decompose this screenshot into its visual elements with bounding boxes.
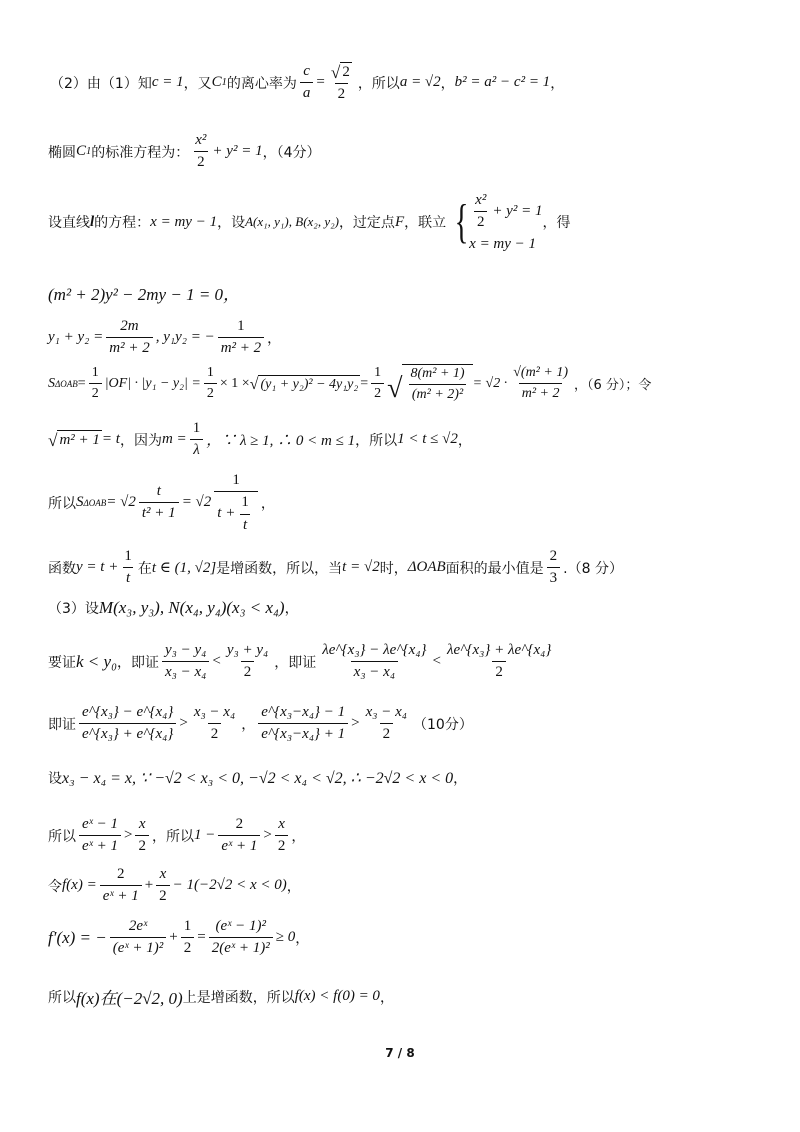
radicand: (y₁ + y₂)² − 4y₁y₂ — [260, 376, 359, 392]
numerator: 2 — [549, 548, 558, 564]
fraction — [218, 318, 264, 358]
text: ， — [291, 828, 306, 845]
math: a = √2 — [399, 74, 441, 91]
denominator: 2 — [194, 151, 208, 171]
fraction — [444, 642, 554, 682]
math: M(x₃, y₃), N(x₄, y₄)(x₃ < x₄) — [98, 598, 285, 617]
numerator: y₃ + y₄ — [226, 642, 269, 658]
math: f(x) = — [62, 877, 97, 894]
numerator: 2m — [120, 318, 139, 334]
text: 是增函数，所以，当 — [216, 560, 343, 577]
text: 设直线 — [48, 215, 90, 232]
radical-sign: √ — [48, 431, 58, 450]
numerator: (eˣ − 1)² — [215, 918, 266, 934]
line-5 — [48, 318, 281, 358]
math: = √2 — [106, 494, 136, 511]
math: |OF| · |y₁ − y₂| = — [104, 375, 201, 391]
fraction — [162, 642, 209, 682]
math: > — [351, 715, 360, 732]
numerator: t — [156, 483, 161, 500]
denominator: m² + 2 — [218, 337, 264, 357]
fraction — [218, 816, 260, 856]
text: ，所以 — [151, 828, 194, 845]
text: 所以 — [48, 828, 76, 845]
text: 所以 — [48, 989, 76, 1006]
math: C — [211, 74, 222, 91]
numerator: y₃ − y₄ — [164, 642, 207, 658]
line-15 — [48, 866, 301, 906]
sqrt — [387, 364, 472, 403]
numerator: x — [138, 816, 146, 832]
fraction — [139, 483, 179, 523]
math: + — [144, 877, 154, 894]
text: ，联立 — [404, 215, 447, 232]
numerator: x² — [195, 132, 207, 148]
math: b² = a² − c² = 1 — [454, 74, 551, 91]
numerator: λe^{x₃} + λe^{x₄} — [447, 642, 552, 658]
line-13 — [48, 768, 467, 788]
left-brace: { — [454, 195, 469, 249]
fraction — [472, 192, 489, 232]
text: ， — [295, 930, 310, 947]
fraction — [89, 365, 102, 402]
denominator: 2 — [380, 723, 394, 743]
text: 椭圆 — [48, 144, 76, 161]
line-9 — [48, 548, 623, 588]
numerator: 1 — [232, 472, 240, 488]
numerator: e^{x₃} − e^{x₄} — [82, 704, 174, 720]
text: （2）由（1）知 — [50, 75, 152, 92]
subscript: ΔOAB — [55, 378, 78, 389]
denominator: e^{x₃} + e^{x₄} — [79, 723, 176, 743]
fraction — [258, 704, 348, 744]
text: ，过定点 — [338, 215, 395, 232]
fraction — [510, 365, 571, 402]
math: ≥ 0 — [275, 929, 296, 946]
denominator: eˣ + 1 — [100, 885, 142, 905]
numerator: 2 — [235, 816, 244, 832]
math: S — [76, 494, 84, 511]
denominator: 2 — [275, 835, 289, 855]
fraction — [224, 642, 271, 682]
text: ，又 — [183, 75, 212, 92]
line-16 — [48, 918, 309, 958]
denominator: m² + 2 — [519, 383, 563, 402]
text: 令 — [48, 878, 62, 895]
math: C — [76, 143, 87, 160]
math: ，∵ λ ≥ 1, ∴ 0 < m ≤ 1 — [206, 433, 356, 450]
text: ， — [440, 75, 455, 92]
text: ，（4分） — [262, 144, 321, 161]
radical-sign: √ — [330, 63, 341, 82]
math: F — [394, 213, 405, 230]
fraction — [190, 420, 204, 460]
math: + — [169, 929, 178, 946]
denominator: 2 — [208, 723, 222, 743]
math: > — [179, 715, 188, 732]
text: ，（6 分）；令 — [573, 378, 652, 394]
math: x = my − 1 — [150, 213, 218, 230]
fraction — [106, 318, 152, 358]
numerator: c — [303, 63, 310, 79]
math: − 1(−2√2 < x < 0) — [172, 877, 287, 894]
denominator — [214, 491, 258, 534]
numerator: 1 — [124, 548, 132, 564]
numerator: √(m² + 1) — [513, 365, 568, 380]
fraction — [156, 866, 170, 906]
denominator: 2 — [241, 661, 255, 681]
numerator: λe^{x₃} − λe^{x₄} — [322, 642, 427, 658]
denominator: (m² + 2)² — [409, 384, 466, 403]
system-row-1 — [469, 192, 542, 232]
fraction — [328, 62, 355, 104]
fraction — [209, 918, 273, 958]
math: x₃ − x₄ = x, ∵ −√2 < x₃ < 0, −√2 < x₄ < √2, ∴ −2√2 < x < 0 — [62, 770, 454, 787]
numerator: x₃ − x₄ — [193, 704, 236, 720]
radicand: 2 — [342, 64, 350, 80]
numerator: 2eˣ — [128, 918, 148, 934]
denominator: eˣ + 1 — [79, 835, 121, 855]
math: k < y₀ — [76, 651, 117, 671]
text: ， — [286, 878, 301, 895]
fraction — [135, 816, 149, 856]
math: < — [432, 653, 441, 670]
text: 的标准方程为： — [91, 144, 190, 161]
math: f(x) < f(0) = 0 — [294, 988, 380, 1004]
math: 1 < t ≤ √2 — [397, 431, 458, 448]
text: （10分） — [413, 716, 473, 733]
math: > — [263, 827, 272, 844]
numerator: 1 — [374, 365, 382, 380]
fraction — [79, 704, 176, 744]
text: 即证 — [48, 716, 76, 733]
fraction — [121, 548, 135, 588]
line-7 — [48, 420, 472, 460]
numerator: 1 — [192, 420, 201, 436]
denominator: 2 — [204, 383, 217, 402]
math: = — [77, 375, 86, 391]
line-11 — [48, 642, 557, 682]
math: y = t + — [76, 559, 119, 576]
denominator: t — [123, 567, 133, 587]
denominator: λ — [190, 439, 203, 459]
math: × 1 × — [219, 375, 250, 391]
math: ΔOAB — [407, 559, 446, 576]
math: = — [360, 375, 369, 391]
denominator: 2 — [89, 383, 102, 402]
denominator: eˣ + 1 — [218, 835, 260, 855]
math: < — [212, 653, 221, 670]
text: ， — [550, 75, 565, 92]
text: （3）设 — [48, 601, 99, 617]
fraction — [547, 548, 561, 588]
numerator: 1 — [183, 918, 192, 934]
denominator: 2 — [474, 211, 488, 231]
numerator: 1 — [237, 318, 245, 334]
denominator: (eˣ + 1)² — [110, 937, 167, 957]
denominator: m² + 2 — [106, 337, 152, 357]
subscript: ΔOAB — [83, 497, 107, 508]
text: ，即证 — [116, 654, 159, 671]
line-6 — [48, 364, 651, 403]
sqrt — [250, 375, 361, 393]
fraction — [191, 704, 238, 744]
text: ，所以 — [355, 432, 398, 449]
text: ，得 — [542, 215, 571, 232]
math: m = — [161, 431, 187, 448]
math: = √2 — [181, 494, 212, 511]
line-17 — [48, 984, 394, 1009]
math: l — [90, 213, 95, 230]
math: t + — [217, 505, 236, 522]
text: ， — [267, 330, 282, 347]
sqrt — [331, 62, 352, 81]
fraction — [204, 365, 217, 402]
math: (m² + 2)y² − 2my − 1 = 0， — [48, 285, 241, 304]
math: = — [197, 929, 206, 946]
text: ， — [453, 771, 468, 787]
radicand: m² + 1 — [59, 432, 100, 449]
page-number: 7 / 8 — [385, 1046, 415, 1060]
math: , y₁y₂ = − — [155, 329, 215, 346]
denominator: t — [240, 514, 250, 534]
fraction — [192, 132, 209, 172]
numerator: 2 — [116, 866, 125, 882]
math: + y² = 1 — [212, 143, 263, 160]
text: ， — [260, 495, 275, 512]
text: ， — [457, 432, 472, 449]
text: ，因为 — [119, 432, 162, 449]
text: 在 — [137, 560, 152, 577]
denominator: 2 — [156, 885, 170, 905]
text: 所以 — [48, 495, 76, 512]
math: > — [124, 827, 133, 844]
text: ， — [284, 601, 299, 617]
fraction — [300, 63, 314, 103]
denominator: x₃ − x₄ — [162, 661, 209, 681]
math: = — [316, 74, 325, 91]
numerator — [328, 62, 355, 83]
line-3 — [48, 192, 570, 253]
math: = t — [101, 431, 120, 448]
system-rows — [469, 192, 542, 253]
denominator: 2 — [135, 835, 149, 855]
fraction — [363, 704, 410, 744]
numerator: e^{x₃−x₄} − 1 — [261, 704, 346, 720]
fraction — [319, 642, 429, 682]
line-1 — [50, 62, 564, 104]
numerator: 1 — [91, 365, 99, 380]
fraction — [238, 494, 252, 534]
text: 上是增函数，所以 — [182, 989, 295, 1006]
text: ，即证 — [274, 654, 317, 671]
math: y₁ + y₂ = — [48, 329, 104, 346]
numerator: x — [159, 866, 167, 882]
denominator: e^{x₃−x₄} + 1 — [258, 723, 348, 743]
fraction — [181, 918, 195, 958]
line-12 — [48, 704, 473, 744]
text: .（8 分） — [563, 560, 623, 577]
line-4 — [48, 280, 240, 305]
denominator: x₃ − x₄ — [351, 661, 398, 681]
numerator: 8(m² + 1) — [410, 366, 465, 381]
line-14 — [48, 816, 305, 856]
subscript: 1 — [221, 77, 227, 89]
line-8 — [48, 472, 275, 534]
fraction — [407, 366, 467, 403]
math: c = 1 — [151, 74, 184, 91]
math: t ∈ (1, √2] — [151, 560, 217, 577]
numerator: x — [278, 816, 285, 832]
fraction — [100, 866, 142, 906]
math: = √2 · — [472, 375, 508, 391]
system-row-2: x = my − 1 — [469, 235, 537, 252]
line-10 — [48, 598, 299, 618]
text: ，设 — [217, 215, 246, 232]
text: 要证 — [48, 654, 76, 671]
radical-sign: √ — [249, 375, 259, 393]
numerator: 1 — [206, 365, 214, 380]
radical-sign: √ — [387, 373, 403, 405]
math: S — [48, 375, 55, 391]
math: 1 − — [193, 827, 216, 844]
numerator: x² — [475, 192, 487, 208]
numerator: x₃ − x₄ — [365, 704, 408, 720]
denominator: 2(eˣ + 1)² — [209, 937, 273, 957]
fraction — [110, 918, 167, 958]
text: 时， — [379, 560, 408, 577]
text: 函数 — [48, 560, 76, 577]
math: A(x₁, y₁), B(x₂, y₂) — [245, 214, 339, 230]
subscript: 1 — [86, 146, 92, 158]
denominator: a — [300, 82, 314, 102]
denominator: 3 — [547, 567, 561, 587]
text: 设 — [48, 771, 62, 787]
math: + y² = 1 — [492, 203, 543, 220]
math: f′(x) = − — [48, 927, 107, 947]
equation-system — [450, 192, 542, 253]
line-2 — [48, 132, 321, 172]
text: 的离心率为 — [226, 75, 297, 92]
numerator: 1 — [241, 494, 249, 511]
denominator: 2 — [335, 83, 349, 103]
denominator: 2 — [371, 383, 384, 402]
denominator: 2 — [492, 661, 506, 681]
sqrt — [48, 430, 102, 449]
text: 面积的最小值是 — [445, 560, 544, 577]
denominator: t² + 1 — [139, 502, 179, 522]
text: ， — [379, 989, 394, 1006]
text: ，所以 — [357, 75, 400, 92]
denominator: 2 — [181, 937, 195, 957]
radicand — [402, 364, 472, 403]
fraction — [79, 816, 121, 856]
fraction — [214, 472, 258, 534]
math: f(x)在(−2√2, 0) — [76, 989, 183, 1008]
text: 的方程： — [94, 215, 151, 232]
numerator: eˣ − 1 — [82, 816, 119, 832]
fraction — [371, 365, 384, 402]
fraction — [275, 816, 289, 856]
text: ， — [241, 716, 256, 733]
math: t = √2 — [342, 559, 380, 576]
